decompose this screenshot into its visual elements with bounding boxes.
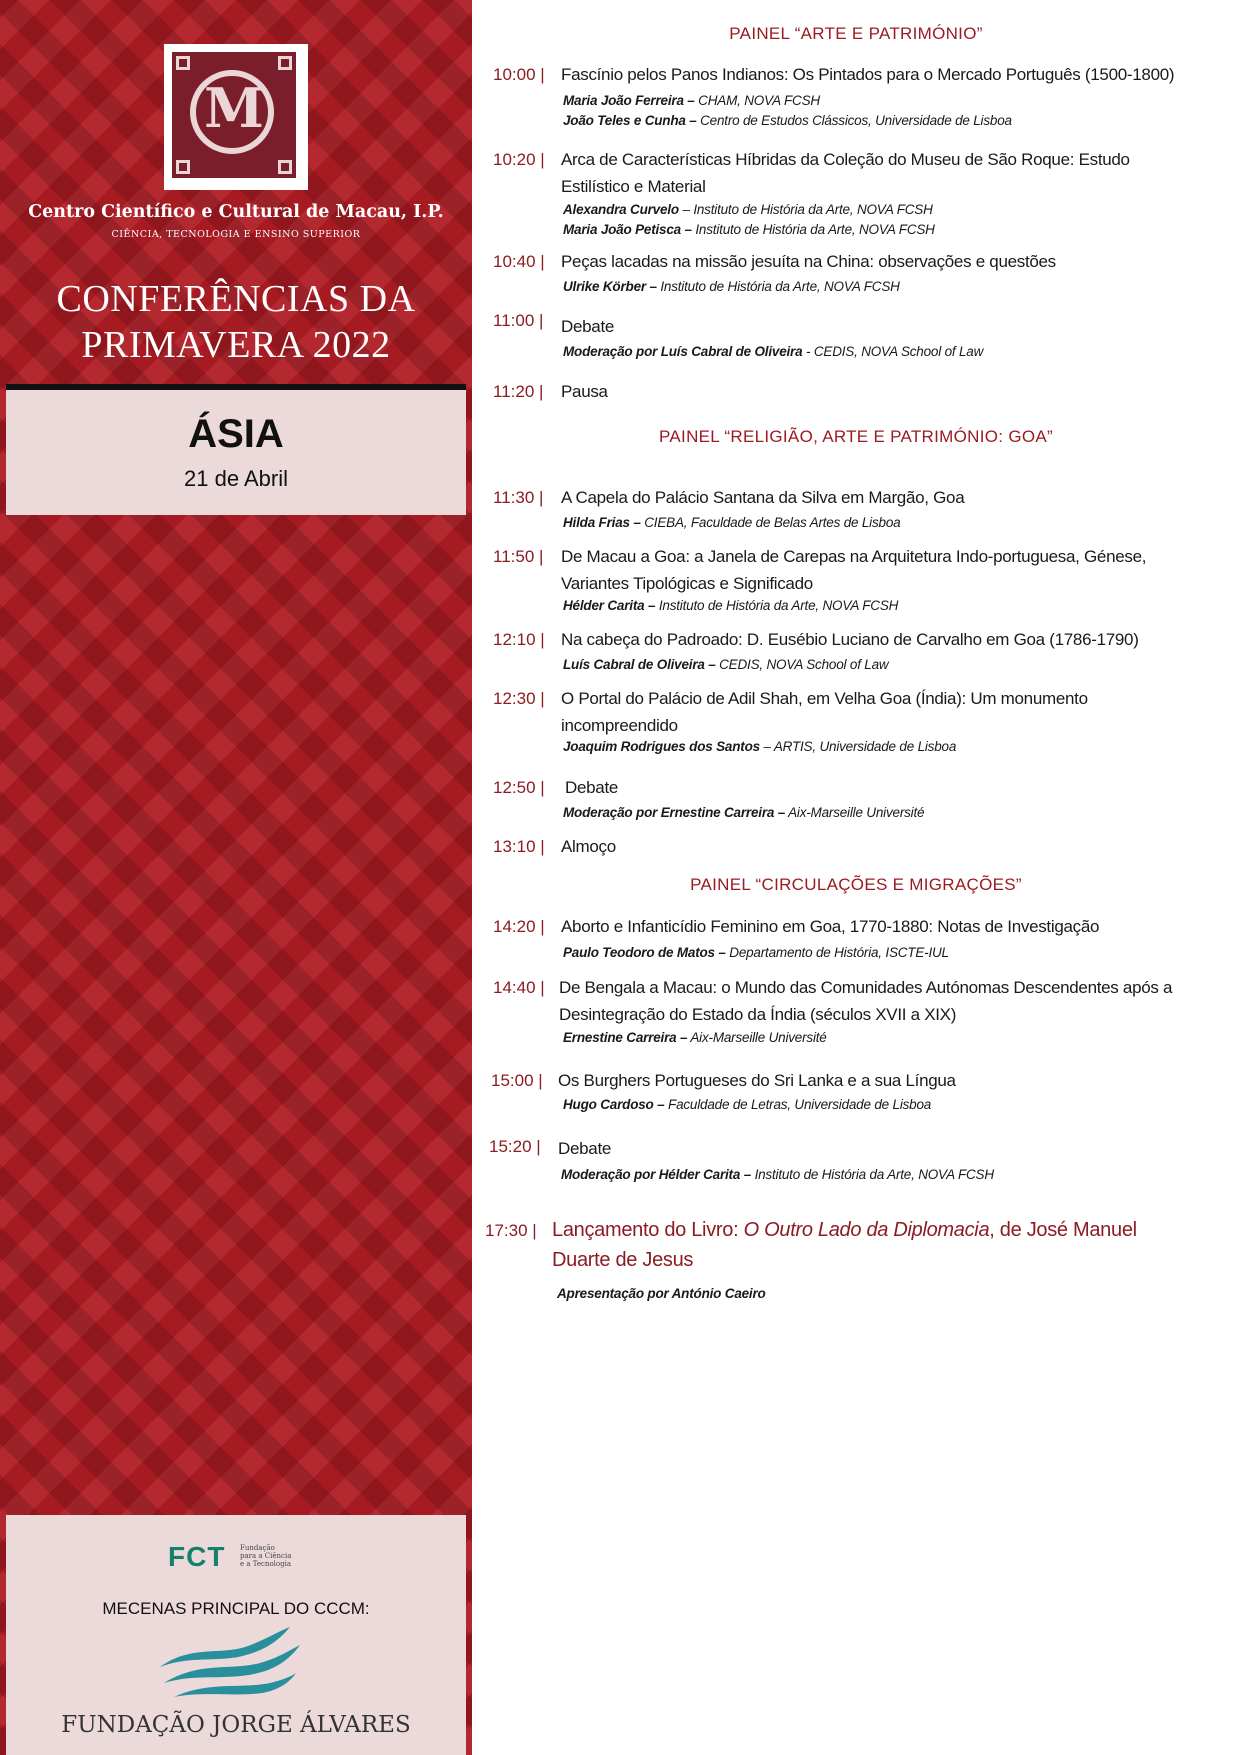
book-author-prefix: , de José Manuel: [989, 1219, 1137, 1241]
speaker-line: [563, 657, 888, 672]
region-name: ÁSIA: [188, 412, 284, 456]
speaker-name: Hilda Frias –: [563, 515, 641, 530]
speaker-affiliation: Instituto de História da Arte, NOVA FCSH: [691, 222, 935, 237]
session-time: 13:10 |: [493, 837, 545, 856]
speaker-name: Hugo Cardoso –: [563, 1097, 665, 1112]
speaker-line: [563, 344, 983, 359]
speaker-name: Luís Cabral de Oliveira –: [563, 657, 716, 672]
session-time: 14:40 |: [493, 978, 545, 997]
session-title: Fascínio pelos Panos Indianos: Os Pintados para o Mercado Português (1500-1800): [561, 65, 1175, 84]
org-subtitle: CIÊNCIA, TECNOLOGIA E ENSINO SUPERIOR: [111, 229, 361, 240]
session-title: Debate: [565, 778, 619, 797]
region-box: [6, 390, 466, 515]
moderator-affiliation: Aix-Marseille Université: [785, 805, 925, 820]
logo-letter: M: [204, 76, 264, 140]
session-time: 15:20 |: [489, 1137, 541, 1156]
speaker-name: Hélder Carita –: [563, 598, 656, 613]
speaker-affiliation: – Instituto de História da Arte, NOVA FCSH: [678, 202, 933, 217]
speaker-line: [563, 598, 898, 613]
book-presenter: Apresentação por António Caeiro: [557, 1286, 766, 1301]
session-title-line2: incompreendido: [561, 716, 678, 735]
book-launch-title: [552, 1215, 1137, 1275]
session-time: 17:30 |: [485, 1221, 537, 1240]
session-time: 11:50 |: [493, 547, 544, 566]
fct-logo-caption: [240, 1544, 291, 1568]
session-title: Aborto e Infanticídio Feminino em Goa, 1770-1880: Notas de Investigação: [561, 917, 1100, 936]
session-time: 10:40 |: [493, 252, 545, 271]
conference-title-line2: PRIMAVERA 2022: [81, 324, 391, 366]
org-name: Centro Científico e Cultural de Macau, I.P.: [28, 202, 444, 222]
speaker-affiliation: Departamento de História, ISCTE-IUL: [725, 945, 949, 960]
speaker-name: Ernestine Carreira –: [563, 1030, 688, 1045]
event-date: 21 de Abril: [184, 466, 288, 491]
speaker-affiliation: CEDIS, NOVA School of Law: [715, 657, 889, 672]
speaker-affiliation: CIEBA, Faculdade de Belas Artes de Lisboa: [640, 515, 901, 530]
speaker-affiliation: Instituto de História da Arte, NOVA FCSH: [655, 598, 899, 613]
speaker-name: João Teles e Cunha –: [563, 113, 697, 128]
speaker-line: [563, 515, 900, 530]
speaker-name: Joaquim Rodrigues dos Santos: [563, 739, 760, 754]
speaker-affiliation: Aix-Marseille Université: [687, 1030, 827, 1045]
session-title-line1: O Portal do Palácio de Adil Shah, em Velha Goa (Índia): Um monumento: [561, 689, 1088, 708]
session-time: 12:30 |: [493, 689, 545, 708]
speaker-line: [563, 202, 933, 217]
session-title: Pausa: [561, 382, 608, 401]
session-time: 12:50 |: [493, 778, 545, 797]
panel-title-religiao-goa: PAINEL “RELIGIÃO, ARTE E PATRIMÓNIO: GOA”: [659, 427, 1053, 446]
speaker-affiliation: Centro de Estudos Clássicos, Universidade de Lisboa: [696, 113, 1012, 128]
sidebar: [0, 0, 472, 1755]
speaker-line: [561, 1167, 994, 1182]
speaker-affiliation: CHAM, NOVA FCSH: [694, 93, 820, 108]
cccm-logo: [164, 44, 308, 190]
fct-caption-line2: para a Ciência: [240, 1552, 292, 1560]
panel-title-circulacoes: PAINEL “CIRCULAÇÕES E MIGRAÇÕES”: [690, 875, 1022, 894]
speaker-line: [563, 222, 935, 237]
fct-caption-line3: e a Tecnologia: [240, 1560, 292, 1568]
speaker-name: Paulo Teodoro de Matos –: [563, 945, 726, 960]
moderator-name: Moderação por Hélder Carita –: [561, 1167, 752, 1182]
speaker-line: [563, 739, 956, 754]
session-title: Os Burghers Portugueses do Sri Lanka e a sua Língua: [558, 1071, 956, 1090]
session-title-line1: De Bengala a Macau: o Mundo das Comunidades Autónomas Descendentes após a: [559, 978, 1173, 997]
session-time: 10:20 |: [493, 150, 545, 169]
book-launch-prefix: Lançamento do Livro:: [552, 1219, 744, 1241]
book-launch-line1: [552, 1215, 1137, 1245]
speaker-line: [563, 279, 900, 294]
speaker-name: Alexandra Curvelo: [563, 202, 679, 217]
session-title: [561, 146, 1130, 200]
session-time: 15:00 |: [491, 1071, 543, 1090]
session-time: 10:00 |: [493, 65, 545, 84]
book-launch-line2: Duarte de Jesus: [552, 1249, 694, 1271]
patron-label: MECENAS PRINCIPAL DO CCCM:: [102, 1599, 370, 1618]
conference-title: [20, 276, 452, 368]
session-title: Debate: [561, 317, 615, 336]
speaker-name: Maria João Ferreira –: [563, 93, 695, 108]
moderator-affiliation: Instituto de História da Arte, NOVA FCSH: [751, 1167, 994, 1182]
fct-logo: FCT: [168, 1541, 226, 1572]
session-title-line2: Desintegração do Estado da Índia (séculos XVII a XIX): [559, 1005, 957, 1024]
session-title: Peças lacadas na missão jesuíta na China: observações e questões: [561, 252, 1056, 271]
moderator-affiliation: - CEDIS, NOVA School of Law: [802, 344, 984, 359]
program: [472, 0, 1240, 1755]
speaker-name: Ulrike Körber –: [563, 279, 657, 294]
session-title: Almoço: [561, 837, 616, 856]
speaker-line: [563, 93, 820, 108]
conference-title-line1: CONFERÊNCIAS DA: [56, 278, 416, 320]
session-time: 14:20 |: [493, 917, 545, 936]
session-time: 12:10 |: [493, 630, 545, 649]
moderator-name: Moderação por Luís Cabral de Oliveira: [563, 344, 803, 359]
session-title: Debate: [558, 1139, 612, 1158]
session-title-line1: De Macau a Goa: a Janela de Carepas na Arquitetura Indo-portuguesa, Génese,: [561, 547, 1147, 566]
session-time: 11:00 |: [493, 311, 544, 330]
session-title: [561, 685, 1088, 739]
foundation-name: FUNDAÇÃO JORGE ÁLVARES: [61, 1712, 411, 1738]
speaker-line: [563, 945, 949, 960]
speaker-line: [563, 1097, 931, 1112]
session-time: 11:20 |: [493, 382, 544, 401]
session-title-line1: Arca de Características Híbridas da Coleção do Museu de São Roque: Estudo: [561, 150, 1130, 169]
speaker-name: Maria João Petisca –: [563, 222, 692, 237]
speaker-line: [563, 805, 924, 820]
session-title: [559, 974, 1172, 1028]
session-time: 11:30 |: [493, 488, 544, 507]
panel-title-arte-patrimonio: PAINEL “ARTE E PATRIMÓNIO”: [729, 24, 983, 43]
speaker-affiliation: – ARTIS, Universidade de Lisboa: [759, 739, 957, 754]
moderator-name: Moderação por Ernestine Carreira –: [563, 805, 786, 820]
speaker-affiliation: Faculdade de Letras, Universidade de Lisboa: [664, 1097, 932, 1112]
session-title: Na cabeça do Padroado: D. Eusébio Luciano de Carvalho em Goa (1786-1790): [561, 630, 1139, 649]
session-title: A Capela do Palácio Santana da Silva em Margão, Goa: [561, 488, 965, 507]
fct-caption-line1: Fundação: [240, 1544, 275, 1552]
speaker-line: [563, 113, 1012, 128]
session-title-line2: Variantes Tipológicas e Significado: [561, 574, 813, 593]
session-title: [561, 543, 1146, 597]
session-title-line2: Estilístico e Material: [561, 177, 706, 196]
speaker-affiliation: Instituto de História da Arte, NOVA FCSH: [656, 279, 900, 294]
foundation-waves-icon: [150, 1625, 310, 1705]
book-title: O Outro Lado da Diplomacia: [743, 1219, 990, 1241]
speaker-line: [563, 1030, 827, 1045]
